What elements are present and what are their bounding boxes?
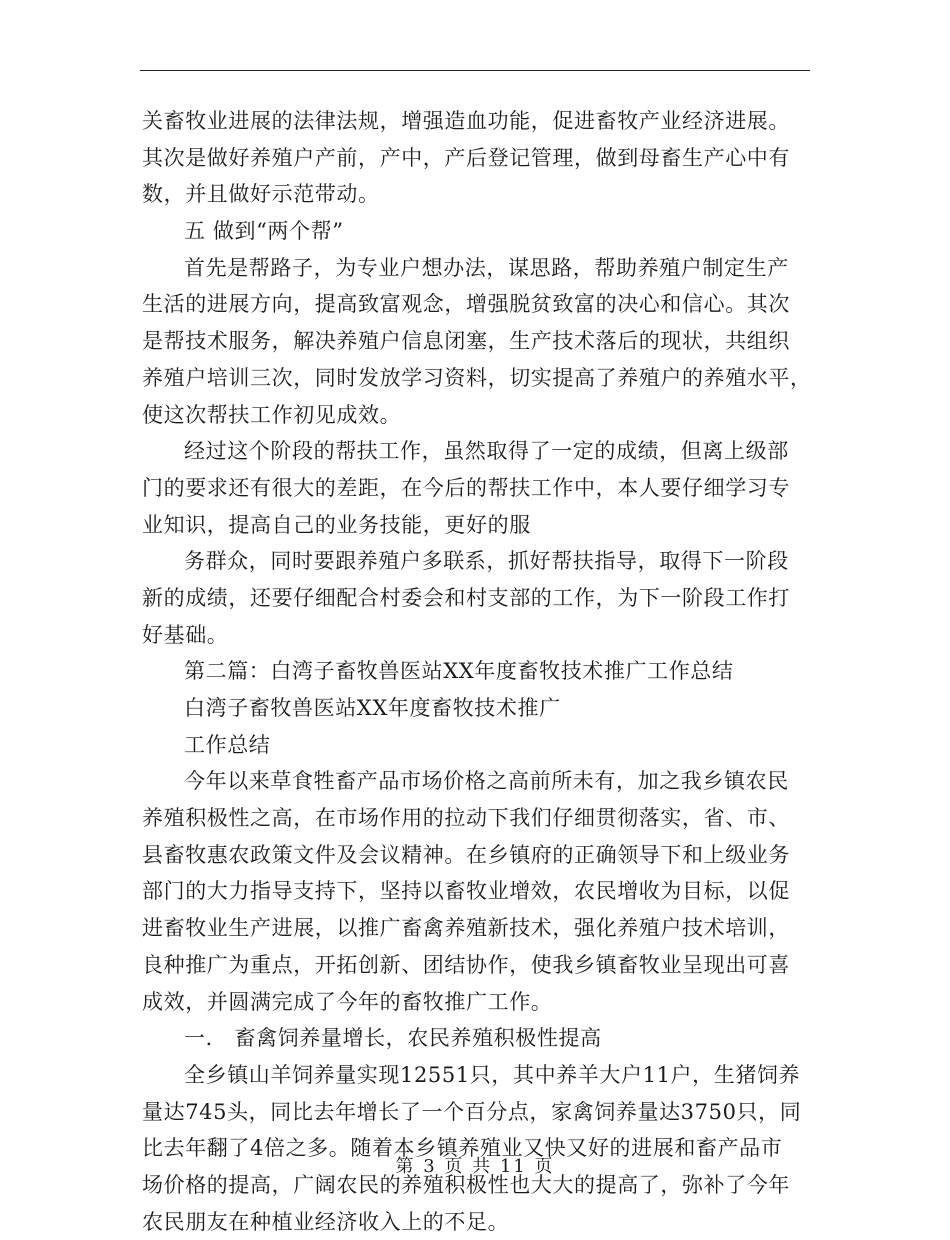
text-line: 场价格的提高，广阔农民的养殖积极性也大大的提高了，弥补了今年 (142, 1172, 790, 1197)
document-body (142, 103, 812, 1240)
article-subtitle: 白湾子畜牧兽医站XX年度畜牧技术推广 (184, 696, 561, 720)
text-line: 数，并且做好示范带动。 (142, 182, 380, 207)
text-line: 比去年翻了4倍之多。随着本乡镇养殖业又快又好的进展和畜产品市 (142, 1136, 783, 1161)
section-heading: 五 做到“两个帮” (184, 219, 344, 244)
text-line: 门的要求还有很大的差距，在今后的帮扶工作中，本人要仔细学习专 (142, 475, 790, 500)
header-rule (140, 70, 810, 71)
text-line: 进畜牧业生产进展，以推广畜禽养殖新技术，强化养殖户技术培训， (142, 916, 790, 941)
text-line: 使这次帮扶工作初见成效。 (142, 402, 402, 427)
text-line: 养殖积极性之高，在市场作用的拉动下我们仔细贯彻落实，省、市、 (142, 806, 790, 831)
text-line: 业知识，提高自己的业务技能，更好的服 (142, 512, 531, 537)
article-subtitle: 工作总结 (184, 732, 271, 757)
text-line: 务群众，同时要跟养殖户多联系，抓好帮扶指导，取得下一阶段 (184, 549, 789, 574)
text-line: 农民朋友在种植业经济收入上的不足。 (142, 1209, 510, 1234)
text-line: 生活的进展方向，提高致富观念，增强脱贫致富的决心和信心。其次 (142, 292, 790, 317)
section-heading: 一． 畜禽饲养量增长，农民养殖积极性提高 (184, 1026, 602, 1051)
text-line: 县畜牧惠农政策文件及会议精神。在乡镇府的正确领导下和上级业务 (142, 842, 790, 867)
text-line: 其次是做好养殖户产前，产中，产后登记管理，做到母畜生产心中有 (142, 145, 790, 170)
text-line: 好基础。 (142, 622, 229, 647)
article-title: 第二篇：白湾子畜牧兽医站XX年度畜牧技术推广工作总结 (184, 659, 734, 684)
page-number: 第 3 页 共 11 页 (395, 1156, 555, 1177)
text-line: 首先是帮路子，为专业户想办法，谋思路，帮助养殖户制定生产 (184, 255, 789, 280)
text-line: 部门的大力指导支持下，坚持以畜牧业增效，农民增收为目标，以促 (142, 879, 790, 904)
text-line: 关畜牧业进展的法律法规，增强造血功能，促进畜牧产业经济进展。 (142, 109, 790, 133)
text-line: 良种推广为重点，开拓创新、团结协作，使我乡镇畜牧业呈现出可喜 (142, 952, 790, 977)
text-line: 新的成绩，还要仔细配合村委会和村支部的工作，为下一阶段工作打 (142, 585, 790, 610)
text-line: 是帮技术服务，解决养殖户信息闭塞，生产技术落后的现状，共组织 (142, 329, 790, 354)
text-line: 成效，并圆满完成了今年的畜牧推广工作。 (142, 989, 553, 1014)
text-line: 养殖户培训三次，同时发放学习资料，切实提高了养殖户的养殖水平， (142, 365, 812, 390)
text-line: 经过这个阶段的帮扶工作，虽然取得了一定的成绩，但离上级部 (184, 439, 789, 464)
text-line: 今年以来草食牲畜产品市场价格之高前所未有，加之我乡镇农民 (184, 769, 789, 794)
text-line: 全乡镇山羊饲养量实现12551只，其中养羊大户11户，生猪饲养 (184, 1062, 801, 1087)
text-line: 量达745头，同比去年增长了一个百分点，家禽饲养量达3750只，同 (142, 1099, 802, 1124)
